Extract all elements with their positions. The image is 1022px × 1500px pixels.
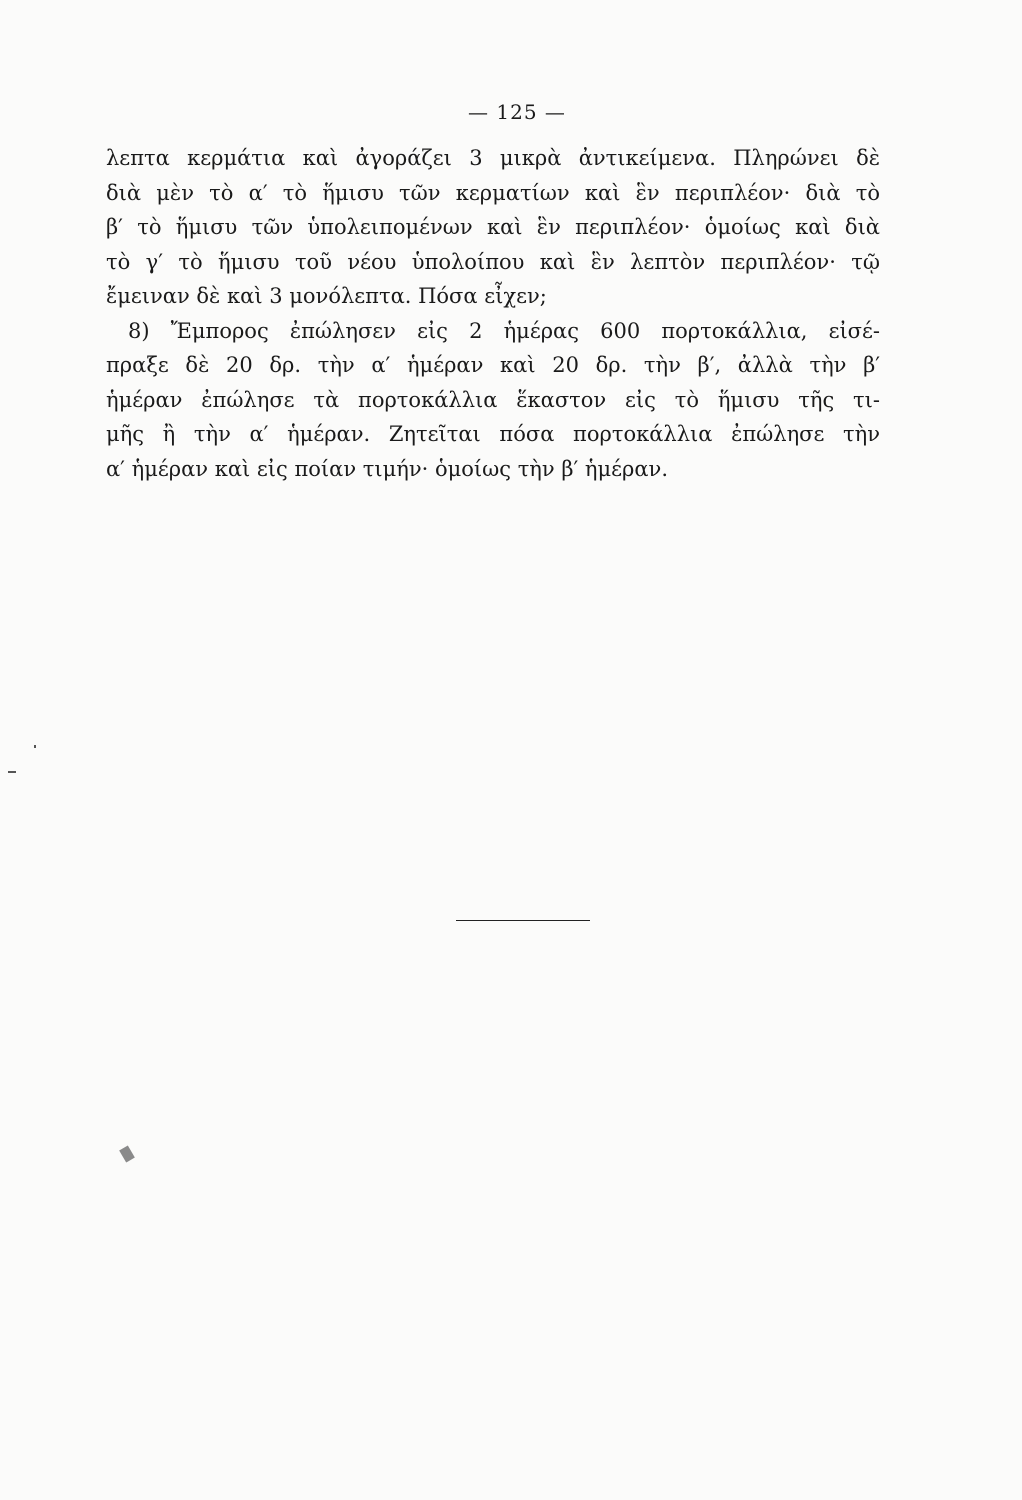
scan-speck [8, 771, 16, 773]
page-number: — 125 — [468, 100, 566, 124]
scan-speck [34, 745, 36, 748]
scan-speck [119, 1145, 135, 1162]
section-divider-rule [456, 920, 590, 921]
problem-line: πραξε δὲ 20 δρ. τὴν α′ ἡμέραν καὶ 20 δρ. τὴν β′, ἀλλὰ τὴν β′ [106, 353, 880, 377]
text-line: διὰ μὲν τὸ α′ τὸ ἥμισυ τῶν κερματίων καὶ ἓν περιπλέον· διὰ τὸ [106, 180, 880, 205]
text-line: β′ τὸ ἥμισυ τῶν ὑπολειπομένων καὶ ἓν περιπλέον· ὁμοίως καὶ διὰ [106, 215, 880, 239]
body-text [106, 141, 880, 486]
text-line: λεπτα κερμάτια καὶ ἀγοράζει 3 μικρὰ ἀντικείμενα. Πληρώνει δὲ [106, 146, 880, 170]
text-line: τὸ γ′ τὸ ἥμισυ τοῦ νέου ὑπολοίπου καὶ ἓν λεπτὸν περιπλέον· τῷ [106, 249, 880, 274]
problem-line: 8) Ἔμπορος ἐπώλησεν εἰς 2 ἡμέρας 600 πορτοκάλλια, εἰσέ- [128, 318, 880, 343]
problem-line: ἡμέραν ἐπώλησε τὰ πορτοκάλλια ἕκαστον εἰς τὸ ἥμισυ τῆς τι- [106, 387, 880, 412]
problem-line: μῆς ἢ τὴν α′ ἡμέραν. Ζητεῖται πόσα πορτοκάλλια ἐπώλησε τὴν [106, 422, 880, 446]
text-line: ἔμειναν δὲ καὶ 3 μονόλεπτα. Πόσα εἶχεν; [106, 284, 547, 308]
problem-line: α′ ἡμέραν καὶ εἰς ποίαν τιμήν· ὁμοίως τὴν β′ ἡμέραν. [106, 456, 668, 481]
